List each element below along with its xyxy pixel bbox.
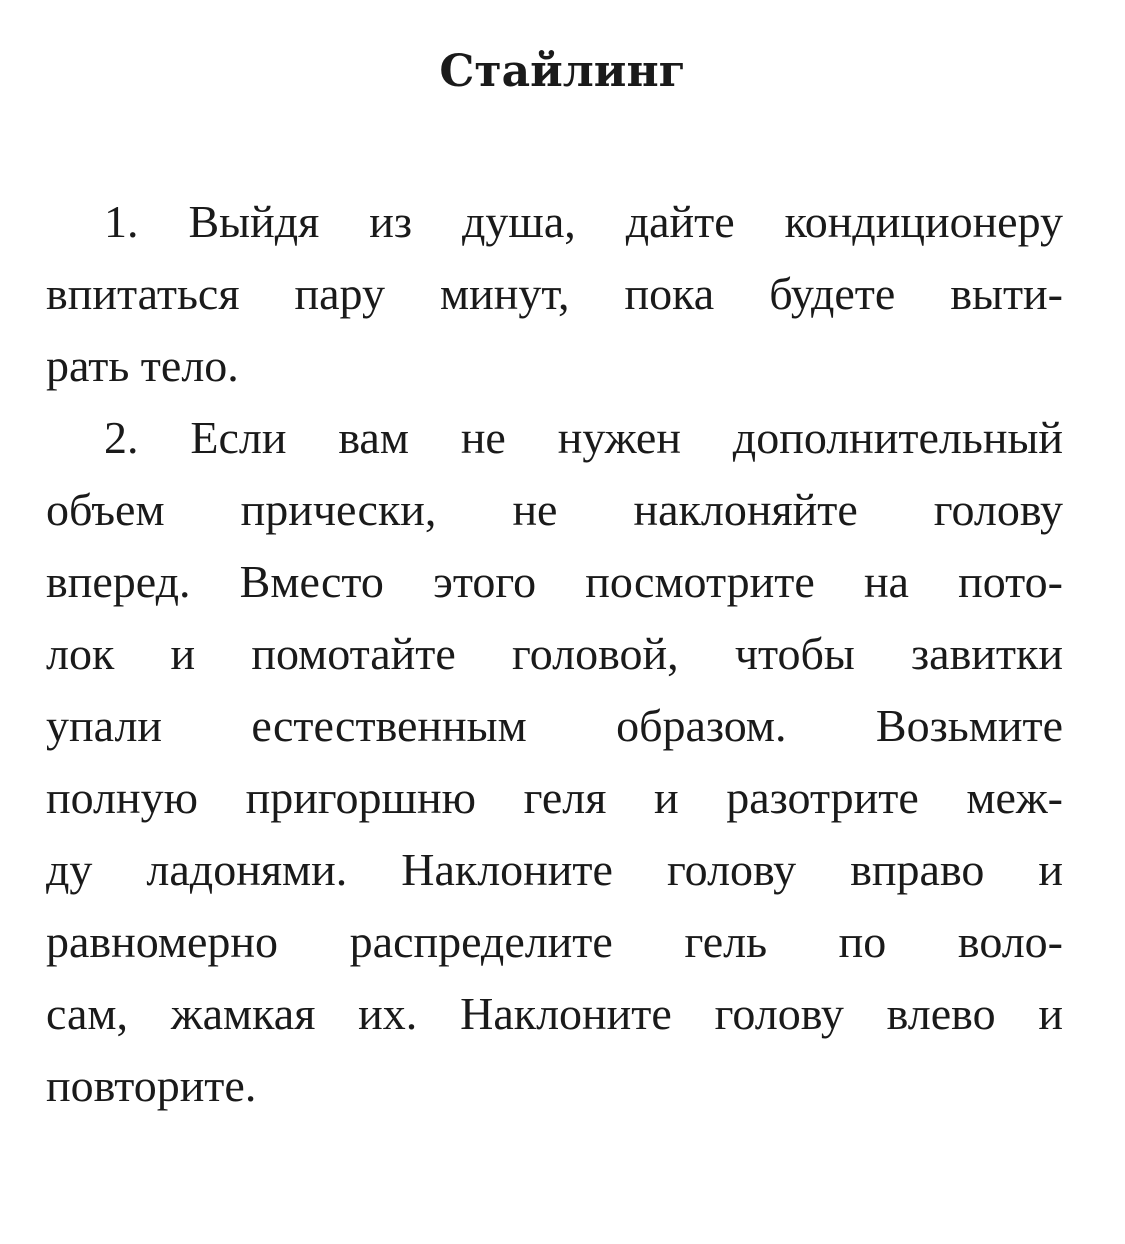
paragraph-line: впитаться пару минут, пока будете выти- xyxy=(46,268,1063,319)
paragraph-line: повторите. xyxy=(46,1060,257,1111)
paragraph-line: сам, жамкая их. Наклоните голову влево и xyxy=(46,988,1063,1039)
paragraph-line: ду ладонями. Наклоните голову вправо и xyxy=(46,844,1063,895)
paragraph-line: лок и помотайте головой, чтобы завитки xyxy=(46,628,1063,679)
paragraph-line: вперед. Вместо этого посмотрите на пото- xyxy=(46,556,1063,607)
paragraph-line: 1. Выйдя из душа, дайте кондиционеру xyxy=(104,196,1063,247)
paragraph-line: полную пригоршню геля и разотрите меж- xyxy=(46,772,1063,823)
paragraph-line: равномерно распределите гель по воло- xyxy=(46,916,1063,967)
page-title: Стайлинг xyxy=(439,46,686,97)
paragraph-line: упали естественным образом. Возьмите xyxy=(46,700,1063,751)
paragraph-line: 2. Если вам не нужен дополнительный xyxy=(104,412,1063,463)
paragraph-line: рать тело. xyxy=(46,340,239,391)
paragraph-line: объем прически, не наклоняйте голову xyxy=(46,484,1063,535)
